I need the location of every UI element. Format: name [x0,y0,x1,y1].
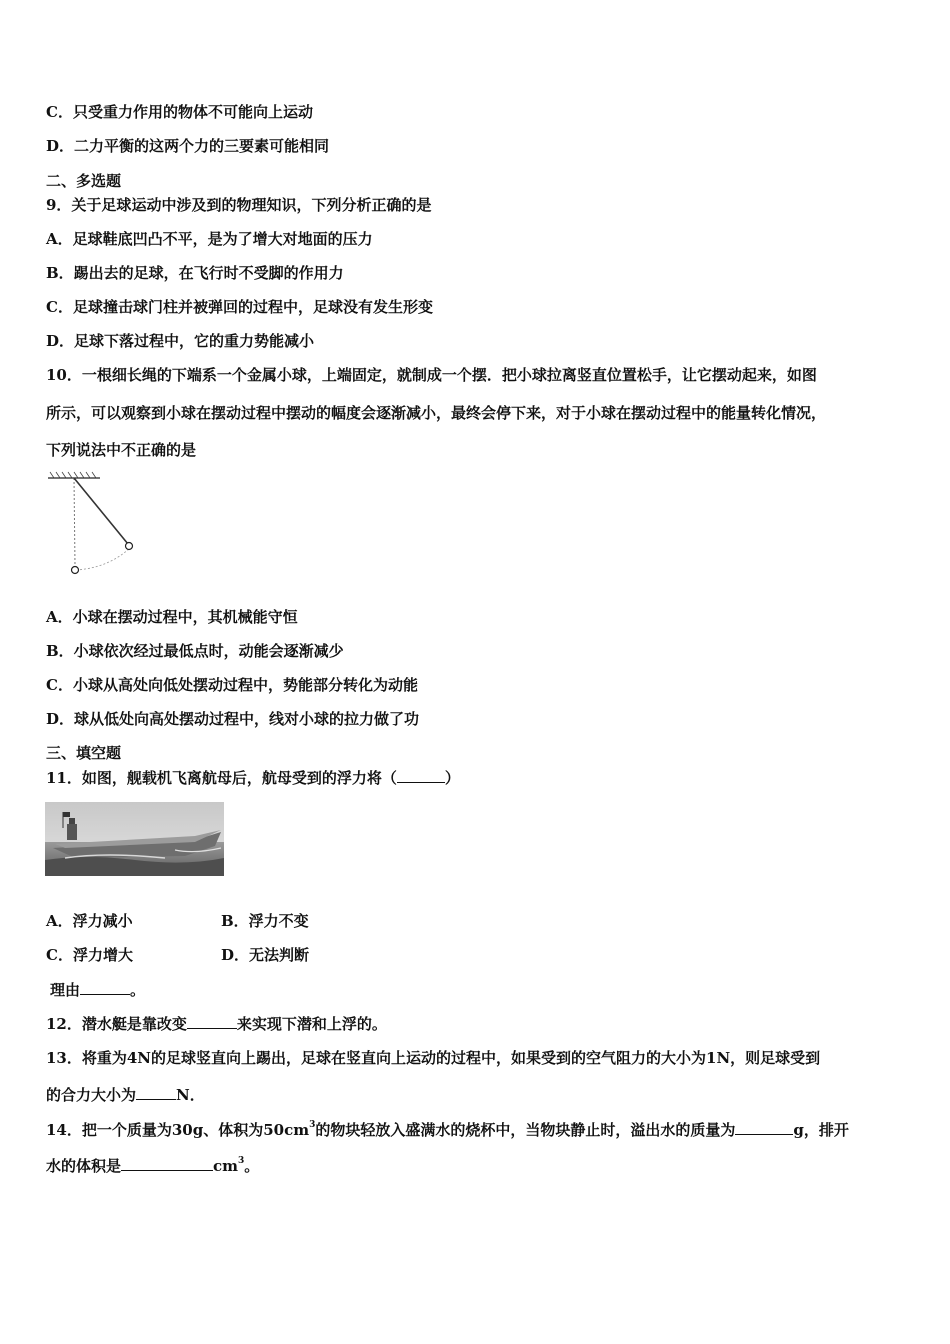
q9-stem: 9．关于足球运动中涉及到的物理知识，下列分析正确的是 [46,196,432,214]
pendulum-figure [46,470,146,580]
q13-answer-blank[interactable] [136,1085,176,1100]
pendulum-arc [76,548,130,570]
q10-stem-line3: 下列说法中不正确的是 [46,441,197,459]
q10-option-b: B．小球依次经过最低点时，动能会逐渐减少 [46,642,344,660]
q14-mass-blank[interactable] [735,1120,793,1135]
q11-stem: 11．如图，舰载机飞离航母后，航母受到的浮力将（ ） [46,769,460,787]
q10-stem-line1: 10．一根细长绳的下端系一个金属小球，上端固定，就制成一个摆．把小球拉离竖直位置松手，让它摆动起来，如图 [46,366,817,384]
pendulum-ball-rest [72,567,79,574]
q9-option-c: C．足球撞击球门柱并被弹回的过程中，足球没有发生形变 [46,298,433,316]
q11-option-b: B．浮力不变 [221,912,309,930]
q10-option-c: C．小球从高处向低处摆动过程中，势能部分转化为动能 [46,676,418,694]
q9-option-d: D．足球下落过程中，它的重力势能减小 [46,332,315,350]
q10-option-d: D．球从低处向高处摆动过程中，线对小球的拉力做了功 [46,710,420,728]
q11-option-a: A．浮力减小 [46,912,133,930]
q14-volume-blank[interactable] [121,1156,213,1171]
q11-reason: 理由 。 [50,981,146,999]
q8-option-d: D．二力平衡的这两个力的三要素可能相同 [46,137,330,155]
q13-stem-line1: 13．将重为4N的足球竖直向上踢出，足球在竖直向上运动的过程中，如果受到的空气阻力的大小为1N，则足球受到 [46,1049,821,1067]
q10-option-a: A．小球在摆动过程中，其机械能守恒 [46,608,298,626]
q10-stem-line2: 所示，可以观察到小球在摆动过程中摆动的幅度会逐渐减小，最终会停下来，对于小球在摆动过程中的能量转化情况， [46,404,827,422]
pendulum-rest-string [74,478,75,566]
section-title-multiple-choice: 二、多选题 [46,172,122,190]
q11-answer-blank[interactable] [397,768,445,783]
aircraft-carrier-photo [45,802,224,876]
q13-stem-line2: 的合力大小为 N． [46,1086,205,1104]
q11-option-c: C．浮力增大 [46,946,133,964]
q12-answer-blank[interactable] [187,1014,237,1029]
q8-option-c: C．只受重力作用的物体不可能向上运动 [46,103,313,121]
q11-reason-blank[interactable] [80,980,130,995]
section-title-fill-in: 三、填空题 [46,744,122,762]
q14-stem-line2: 水的体积是 $cm^3$。 [46,1156,260,1175]
q14-stem-line1: 14．把一个质量为30g、体积为$50cm^3$的物块轻放入盛满水的烧杯中，当物块静止时，溢出水的质量为 g，排开 [46,1120,849,1139]
pendulum-string [74,478,128,544]
q9-option-a: A．足球鞋底凹凸不平，是为了增大对地面的压力 [46,230,373,248]
ceiling-hatch [48,472,100,478]
q9-option-b: B．踢出去的足球，在飞行时不受脚的作用力 [46,264,344,282]
q11-option-d: D．无法判断 [221,946,310,964]
q12-stem: 12．潜水艇是靠改变 来实现下潜和上浮的。 [46,1015,387,1033]
pendulum-ball [126,543,133,550]
